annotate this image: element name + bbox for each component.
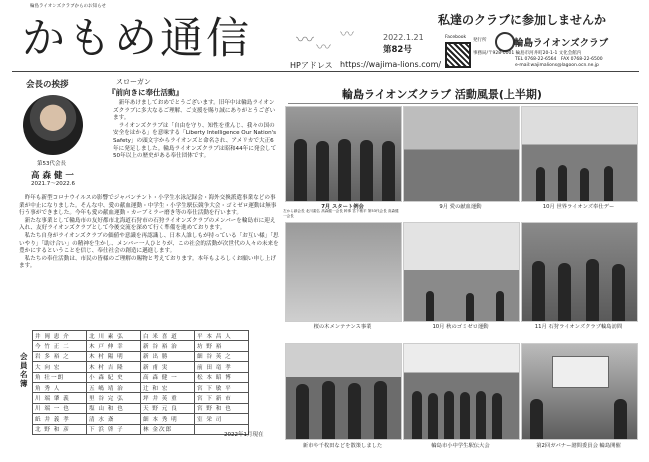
president-term: 2021.7～2022.6 <box>31 181 75 187</box>
lions-logo-icon <box>495 32 515 52</box>
slogan-label: スローガン <box>116 78 151 86</box>
activity-photo <box>285 106 402 202</box>
member-name-cell: 新 出 勝 <box>141 351 195 361</box>
member-name-cell: 宮 下 敏 平 <box>195 382 249 392</box>
member-name-cell: 辻 和 宏 <box>141 382 195 392</box>
activity-caption: 7月 スタート例会 <box>321 204 364 210</box>
member-name-cell: 今 竹 正 二 <box>33 341 87 351</box>
slogan: 『前向きに奉仕活動』 <box>108 88 183 97</box>
header-divider <box>12 71 639 72</box>
member-name-cell: 井 岡 恵 介 <box>33 331 87 341</box>
greeting-body-bottom <box>19 195 280 271</box>
member-name-cell: 松 本 昭 博 <box>195 372 249 382</box>
member-row <box>33 403 249 413</box>
member-name-cell: 岩 多 裕 之 <box>33 351 87 361</box>
facebook-label: Facebook <box>445 35 467 40</box>
activity-caption: 11月 石狩ライオンズクラブ輪島訪問 <box>534 324 623 330</box>
member-name-cell: 前 田 竜 孝 <box>195 362 249 372</box>
greeting-heading: 会長の挨拶 <box>26 80 69 90</box>
member-row <box>33 351 249 361</box>
greeting-paragraph: 私たちの奉仕活動は、市民の皆様のご理解の賜物と考えております。本年もよろしくお願い申し上げます。 <box>19 255 276 270</box>
office-email: e-mail:wajimalions@lagoon.ocn.ne.jp <box>515 63 599 68</box>
issue-date: 2022.1.21 <box>383 33 424 42</box>
tagline: 私達のクラブに参加しませんか <box>438 13 607 27</box>
member-row <box>33 424 249 434</box>
activity-caption: 桜の木メンテナンス事業 <box>313 324 372 330</box>
member-name-cell: 五 嶋 靖 治 <box>87 382 141 392</box>
member-row <box>33 393 249 403</box>
member-name-cell: 角 壮一朗 <box>33 372 87 382</box>
member-name-cell: 木 村 陽 明 <box>87 351 141 361</box>
header-subtitle: 輪島ライオンズクラブからのお知らせ <box>30 4 106 9</box>
member-roster-label: 会員名簿 <box>20 352 28 388</box>
activity-caption-sub: 左から副会長 北川素弘 高森健一会長 幹事 宮下敏平 第53代会長 高森健一会長 <box>283 209 399 218</box>
website-link[interactable]: https://wajima-lions.com/ <box>340 60 442 69</box>
activity-photo <box>403 222 520 322</box>
publisher-label: 発行所 <box>473 38 487 43</box>
member-name-cell: 塩 山 和 也 <box>87 403 141 413</box>
member-name-cell: 大 向 宏 <box>33 362 87 372</box>
member-name-cell: 高 森 健 一 <box>141 372 195 382</box>
member-name-cell: 小 森 紀 史 <box>87 372 141 382</box>
member-name-cell: 平 本 昌 人 <box>195 331 249 341</box>
activity-caption: 9月 愛の献血運動 <box>439 204 482 210</box>
member-name-cell: 新 甫 実 <box>141 362 195 372</box>
header-title: かもめ通信 <box>22 14 252 64</box>
seagull-icon: 〰 <box>296 30 314 51</box>
greeting-paragraph: 昨年も新型コロナウイルスの影響でジャパンテント・小学生水泳記録会・海外交換派遣事業などの事業が中止になりました。そんな中、愛の献血運動・中学生・小学生駅伝競争大会・ゴミゼロ運動は無事行う事ができました。今年も愛の献血運動・カーブミラー磨き等の奉仕活動を行います。 <box>19 195 277 217</box>
member-name-cell: 天 野 元 良 <box>141 403 195 413</box>
member-row <box>33 414 249 424</box>
member-row <box>33 331 249 341</box>
member-row <box>33 362 249 372</box>
member-name-cell: 里 谷 完 弘 <box>87 393 141 403</box>
member-name-cell: 北 川 素 弘 <box>87 331 141 341</box>
member-row <box>33 372 249 382</box>
greeting-paragraph: ライオンズクラブは「自由を守り、知性を重んじ、我々の国の安全をはかる」を意味する「Liberty Intelligence Our Nation's Safety」の頭文字からライオンズと命名され、アメリカで大正6年に発足しました。輪島ライオンズクラブは昭和44年に発会して50年以上の歴史がある奉仕団体です。 <box>113 122 277 160</box>
member-name-cell: 坪 井 英 重 <box>141 393 195 403</box>
member-name-cell: 角 秀 人 <box>33 382 87 392</box>
greeting-paragraph: 新たな事業として輪島市の友好都市北海道石狩市の石狩ライオンズクラブのメンバーを輪島市に迎え入れ、友好ライオンズクラブとして今後交流を深めて行く準備を進めております。 <box>19 217 276 232</box>
member-name-cell: 清 水 斎 <box>87 414 141 424</box>
club-name: 輪島ライオンズクラブ <box>514 38 609 49</box>
president-photo <box>23 95 83 155</box>
activity-photo <box>285 222 402 322</box>
activity-photo <box>403 106 520 202</box>
member-roster-table <box>32 330 249 435</box>
greeting-body-top <box>113 100 279 161</box>
member-name-cell: 北 野 和 彦 <box>33 424 87 434</box>
activity-caption: 10月 秋のゴミゼロ運動 <box>432 324 489 330</box>
member-name-cell: 紙 井 義 孝 <box>33 414 87 424</box>
seagull-icon: 〰 <box>316 38 332 56</box>
member-name-cell: 川 端 一 也 <box>33 403 87 413</box>
activity-photo <box>285 343 402 440</box>
president-title: 第53代会長 <box>37 161 66 167</box>
member-name-cell: 宮 野 和 也 <box>195 403 249 413</box>
hp-label: HPアドレス <box>290 61 333 70</box>
activities-heading: 輪島ライオンズクラブ 活動風景(上半期) <box>342 88 542 101</box>
member-name-cell: 新 谷 裕 治 <box>141 341 195 351</box>
activity-photo <box>403 343 520 440</box>
greeting-paragraph: 新年あけましておめでとうございます。旧年中は輪島ライオンズクラブに多大なるご理解、ご支援を賜り誠にありがとうございます。 <box>113 100 276 122</box>
member-name-cell: 細 谷 英 之 <box>195 351 249 361</box>
president-name: 高 森 健 一 <box>31 171 74 181</box>
greeting-paragraph: 私たち自身がライオンズクラブの価値や意識を再認識し、日本人誰しもが持っている「お互い様」「思いやり」「助け合い」の精神を生かし、メンバー一人ひとりが、この社会的活動が次世代の人々の未来を豊かにするということを信じ、奉仕社会の創造に邁進します。 <box>19 232 279 255</box>
member-name-cell: 白 米 喜 道 <box>141 331 195 341</box>
member-row <box>33 382 249 392</box>
seagull-icon: 〰 <box>340 27 354 43</box>
activity-caption: 新市や千枚田などを散策しました <box>302 443 383 449</box>
qr-code-icon[interactable] <box>445 42 471 68</box>
activities-divider <box>288 103 638 104</box>
member-name-cell: 細 本 秀 明 <box>141 414 195 424</box>
office-address: 事務局/〒928-0001 輪島市河井町20-1-1 文化会館内 <box>473 51 582 56</box>
member-name-cell: 川 端 肇 義 <box>33 393 87 403</box>
activity-caption: 輪島市小中学生駅伝大会 <box>431 443 490 449</box>
member-name-cell: 林 金次郎 <box>141 424 195 434</box>
member-name-cell: 坊 野 裕 <box>195 341 249 351</box>
activity-photo <box>521 106 638 202</box>
office-tel: TEL 0768-22-6564 FAX 0768-22-6500 <box>515 57 603 62</box>
member-name-cell: 木 村 吉 隆 <box>87 362 141 372</box>
member-name-cell: 室 栄 司 <box>195 414 249 424</box>
member-name-cell: 下 浜 啓 子 <box>87 424 141 434</box>
activity-caption: 第2回ガバナー諮問委員会 輪島開催 <box>536 443 621 449</box>
roster-date-note: 2022年1月現在 <box>224 432 264 438</box>
member-row <box>33 341 249 351</box>
member-name-cell: 木 戸 伸 幸 <box>87 341 141 351</box>
activity-photo <box>521 343 638 440</box>
activity-caption: 10月 世界ライオンズ奉仕デー <box>542 204 615 210</box>
member-name-cell: 宮 下 新 市 <box>195 393 249 403</box>
activity-photo <box>521 222 638 322</box>
issue-number: 第82号 <box>383 45 412 55</box>
